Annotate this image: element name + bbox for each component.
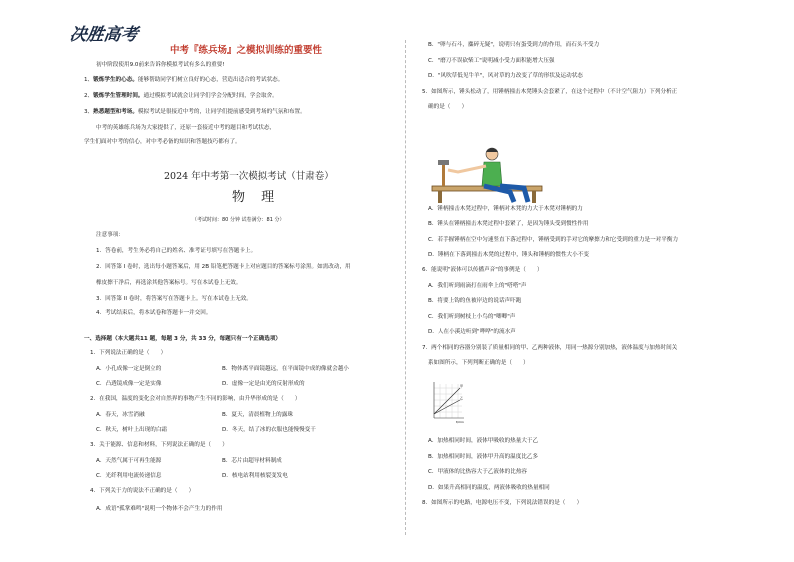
column-divider (405, 40, 406, 535)
q2-option-a: A．春天，冰雪消融 (96, 412, 145, 418)
intro-point-2: 2、锻炼学生管理时间。通过模拟考试就会让同学们学会分配时间，学会取舍。 (84, 93, 278, 99)
section-heading: 一、选择题（本大题共11 题，每题 3 分，共 33 分，每题只有一个正确选项） (84, 336, 282, 342)
notice-2-cont: 橡皮擦干净后，再选涂其他答案标号。写在本试卷上无效。 (96, 280, 242, 286)
notice-4: 4．考试结束后，将本试卷和答题卡一并交回。 (96, 310, 212, 316)
graph-x-label: t/min (456, 420, 464, 424)
q6-option-b: B．将要上钩的鱼被岸边的说话声吓跑 (428, 298, 522, 304)
q5-option-c: C．若手握锤柄在空中匀速竖直下落过程中，锤柄受到的手对它的摩擦力和它受到的重力是一对平衡力 (428, 237, 679, 243)
temperature-time-graph (428, 380, 468, 426)
q2-option-b: B．夏天，清晨植物上的露珠 (222, 412, 293, 418)
q1-option-d: D．虚像一定是由光的反射形成的 (222, 381, 305, 387)
q5-stem-line2: 确的是（ ） (428, 104, 468, 110)
q1-stem: 1．下列说法正确的是（ ） (90, 350, 167, 356)
q4-option-c: C．"磨刀不误砍柴工"说明减小受力面积能增大压强 (428, 58, 555, 64)
q4-stem: 4．下列关于力的说法不正确的是（ ） (90, 488, 195, 494)
q5-option-d: D．锤柄在下落到撞击木凳的过程中，锤头和锤柄的惯性大小不变 (428, 252, 589, 258)
q6-option-c: C．我们听到树枝上小鸟的"唧唧"声 (428, 314, 516, 320)
series-line-jia (434, 388, 460, 414)
notice-title: 注意事项： (96, 232, 124, 238)
q5-option-a: A．锤柄撞击木凳过程中，锤柄对木凳的力大于木凳对锤柄的力 (428, 206, 583, 212)
q7-option-c: C．甲液体的比热容大于乙液体的比热容 (428, 469, 528, 475)
q3-option-a: A．天然气属于可再生能源 (96, 458, 162, 464)
intro-lead: 初中阶段使用9.0前来告诉你模拟考试有多么的重要! (96, 62, 225, 68)
intro-point-1: 1、锻炼学生的心态。能够帮助同学们树立良好的心态，营造出适合的考试状态。 (84, 77, 284, 83)
exam-meta: （考试时间：80 分钟 试卷满分：81 分） (192, 217, 285, 223)
q2-option-d: D．冬天，结了冰的衣服也能慢慢变干 (222, 427, 316, 433)
q7-option-a: A．加热相同时间，液体甲吸收的热量大于乙 (428, 438, 539, 444)
q6-stem: 6．能说明"液体可以传播声音"的事例是（ ） (422, 267, 543, 273)
series-label-jia: 甲 (460, 384, 464, 388)
q7-stem-line2: 系如图所示，下列判断正确的是（ ） (428, 360, 529, 366)
notice-2: 2．回答第 I 卷时，选出每小题答案后，用 2B 铅笔把答题卡上对应题目的答案标号涂黑。如需改动，用 (96, 264, 351, 270)
q4-option-b: B．"卵与石斗，麋碎无疑"，说明只有蛋受到力的作用，而石头不受力 (428, 42, 600, 48)
q8-stem: 8．如图所示的电路，电源电压不变，下列说法错误的是（ ） (422, 500, 583, 506)
intro-heading: 中考『练兵场』之模拟训练的重要性 (170, 45, 323, 56)
q2-option-c: C．秋天，树叶上出现的白霜 (96, 427, 168, 433)
brand-logo: 决胜高考 (68, 25, 140, 45)
hammer-bench-figure (428, 142, 546, 204)
q6-option-d: D．人在小溪边听到"哗哗"的流水声 (428, 329, 516, 335)
notice-1: 1．答卷前，考生务必将自己的姓名、准考证号填写在答题卡上。 (96, 248, 257, 254)
series-label-yi: 乙 (460, 396, 464, 400)
q3-option-d: D．核电站利用核裂变发电 (222, 473, 288, 479)
q1-option-c: C．凸透镜成像一定是实像 (96, 381, 162, 387)
q5-stem-line1: 5．如图所示，锤头松动了，用锤柄撞击木凳锤头会套紧了，在这个过程中（不计空气阻力）下列分析正 (422, 89, 678, 95)
intro-point-3: 3、熟悉题型和考场。模拟考试是很接近中考的，让同学们提前感受到考场的气氛和布置。 (84, 109, 306, 115)
q1-option-b: B．物体离平面镜越远，在平面镜中成的像就会越小 (222, 366, 349, 372)
intro-paragraph-line1: 中考的英雄练兵场为大家提供了，还原一套接近中考的题目和考试状态， (96, 125, 276, 131)
q4-option-a: A．成语"孤掌难鸣"说明一个物体不会产生力的作用 (96, 506, 223, 512)
q2-stem: 2．在我国，温度的变化会对自然界的事物产生不同的影响，由升华形成的是（ ） (90, 396, 301, 402)
q6-option-a: A．我们听到雨滴打在雨伞上的"嗒嗒"声 (428, 283, 527, 289)
q4-option-d: D．"风吹草低见牛羊"，风对草的力改变了草的形状及运动状态 (428, 73, 583, 79)
notice-3: 3．回答第 II 卷时，将答案写在答题卡上。写在本试卷上无效。 (96, 296, 252, 302)
exam-title: 2024 年中考第一次模拟考试（甘肃卷） (164, 171, 334, 182)
exam-subject: 物 理 (232, 190, 281, 205)
q7-option-b: B．加热相同时间，液体甲升高的温度比乙多 (428, 454, 539, 460)
q3-stem: 3．关于能源、信息和材料，下列说法正确的是（ ） (90, 442, 228, 448)
q7-stem-line1: 7．两个相同的容器分别装了质量相同的甲、乙两种液体，用同一热源分别加热，液体温度与加热时间关 (422, 345, 678, 351)
q7-option-d: D．如果升高相同的温度，两液体吸收的热量相同 (428, 485, 550, 491)
q1-option-a: A．小孔成像一定是倒立的 (96, 366, 162, 372)
q5-option-b: B．锤头在锤柄撞击木凳过程中套紧了，是因为锤头受到惯性作用 (428, 221, 589, 227)
intro-paragraph-line2: 学生们面对中考的信心，对中考必备的知识和答题技巧都有了。 (84, 139, 241, 145)
q3-option-c: C．光纤利用电流传递信息 (96, 473, 162, 479)
q3-option-b: B．芯片由超导材料制成 (222, 458, 282, 464)
